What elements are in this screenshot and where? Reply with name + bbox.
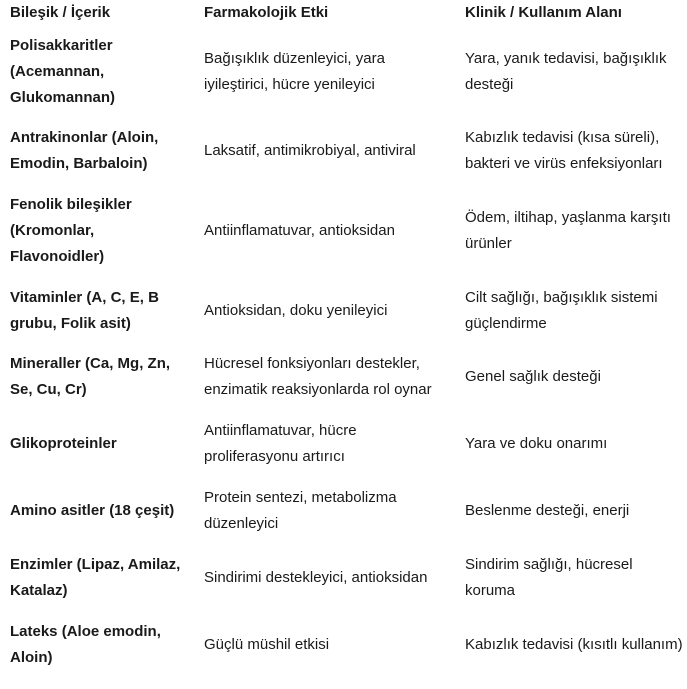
table-row bbox=[0, 611, 687, 678]
compound-cell: Antrakinonlar (Aloin, Emodin, Barbaloin) bbox=[10, 128, 159, 172]
use-cell: Ödem, iltihap, yaşlanma karşıtı ürünler bbox=[465, 208, 671, 252]
use-cell: Yara, yanık tedavisi, bağışıklık desteği bbox=[465, 50, 667, 93]
compound-cell: Vitaminler (A, C, E, B grubu, Folik asit) bbox=[10, 288, 159, 332]
table-row bbox=[0, 278, 687, 343]
compound-cell: Glikoproteinler bbox=[10, 434, 117, 452]
effect-cell: Antiinflamatuvar, hücre proliferasyonu artırıcı bbox=[204, 421, 357, 465]
compound-cell: Lateks (Aloe emodin, Aloin) bbox=[10, 622, 161, 666]
compound-cell: Mineraller (Ca, Mg, Zn, Se, Cu, Cr) bbox=[10, 354, 171, 398]
use-cell: Genel sağlık desteği bbox=[465, 367, 601, 385]
table-row bbox=[0, 343, 687, 410]
compound-cell: Enzimler (Lipaz, Amilaz, Katalaz) bbox=[10, 555, 181, 599]
use-cell: Cilt sağlığı, bağışıklık sistemi güçlendirme bbox=[465, 288, 658, 332]
compound-cell: Amino asitler (18 çeşit) bbox=[10, 501, 175, 519]
header-use: Klinik / Kullanım Alanı bbox=[465, 4, 622, 21]
header-compound: Bileşik / İçerik bbox=[10, 4, 111, 21]
use-cell: Kabızlık tedavisi (kısıtlı kullanım) bbox=[465, 635, 683, 653]
compound-cell: Polisakkaritler (Acemannan, Glukomannan) bbox=[10, 37, 116, 106]
effect-cell: Bağışıklık düzenleyici, yara iyileştirici, hücre yenileyici bbox=[204, 50, 385, 93]
use-cell: Sindirim sağlığı, hücresel koruma bbox=[465, 555, 633, 599]
header-effect: Farmakolojik Etki bbox=[204, 4, 329, 21]
table-row bbox=[0, 118, 687, 183]
effect-cell: Antioksidan, doku yenileyici bbox=[204, 301, 388, 319]
use-cell: Beslenme desteği, enerji bbox=[465, 501, 630, 519]
header-row bbox=[0, 0, 687, 26]
table-row bbox=[0, 544, 687, 611]
effect-cell: Sindirimi destekleyici, antioksidan bbox=[204, 568, 428, 586]
use-cell: Yara ve doku onarımı bbox=[465, 434, 608, 452]
table-row bbox=[0, 26, 687, 118]
compound-cell: Fenolik bileşikler (Kromonlar, Flavonoidler) bbox=[10, 195, 132, 265]
use-cell: Kabızlık tedavisi (kısa süreli), bakteri ve virüs enfeksiyonları bbox=[465, 128, 663, 172]
effect-cell: Güçlü müshil etkisi bbox=[204, 635, 330, 653]
table-row bbox=[0, 183, 687, 278]
effect-cell: Protein sentezi, metabolizma düzenleyici bbox=[204, 488, 397, 532]
effect-cell: Laksatif, antimikrobiyal, antiviral bbox=[204, 141, 416, 159]
table-row bbox=[0, 477, 687, 544]
table-row bbox=[0, 410, 687, 477]
effect-cell: Hücresel fonksiyonları destekler, enzimatik reaksiyonlarda rol oynar bbox=[204, 354, 432, 398]
effect-cell: Antiinflamatuvar, antioksidan bbox=[204, 221, 395, 239]
